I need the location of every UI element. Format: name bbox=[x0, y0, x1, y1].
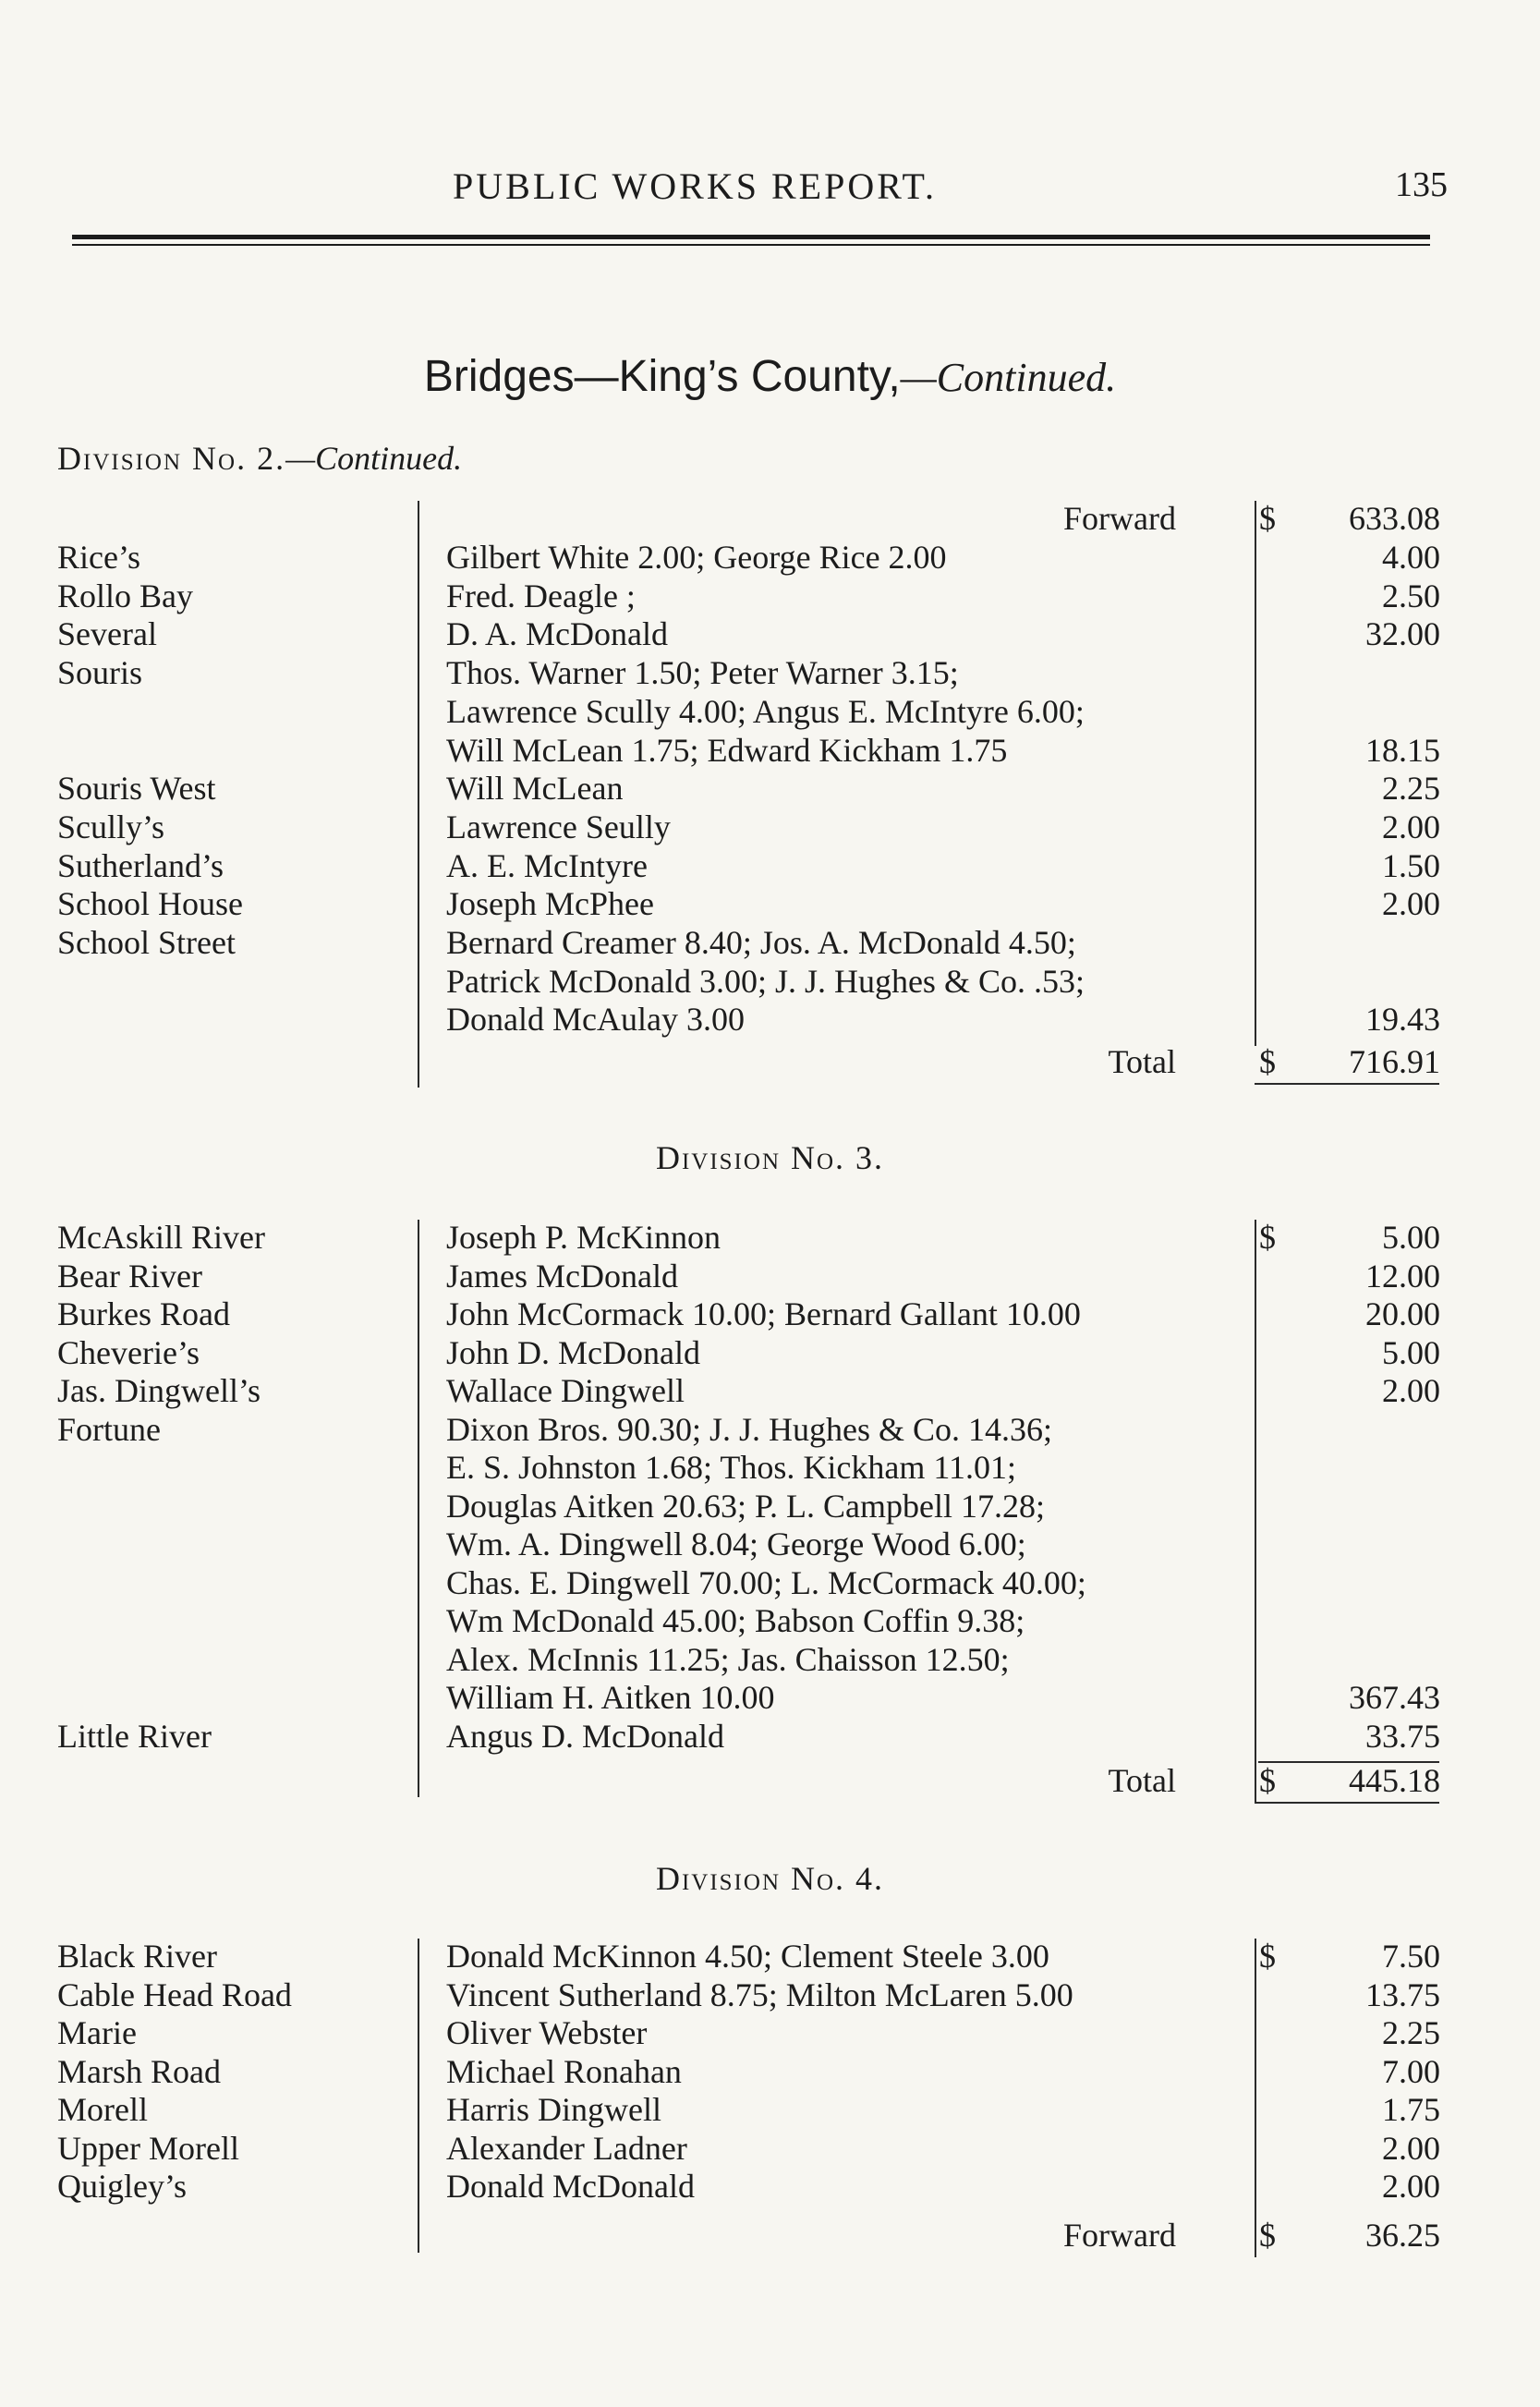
ledger-row bbox=[0, 1000, 1540, 1039]
amount-value: 5.00 bbox=[1382, 1219, 1440, 1256]
payee-text: Bernard Creamer 8.40; Jos. A. McDonald 4.50; bbox=[446, 924, 1076, 961]
amount-value: 2.00 bbox=[1382, 1372, 1440, 1409]
amount-value: 1.75 bbox=[1382, 2091, 1440, 2128]
amount-value: 2.00 bbox=[1382, 808, 1440, 845]
ledger-row bbox=[0, 962, 1540, 1001]
forward-label: Forward bbox=[1063, 500, 1176, 537]
amount-value: 2.00 bbox=[1382, 2168, 1440, 2205]
payee-text: James McDonald bbox=[446, 1257, 678, 1295]
amount-value: 2.00 bbox=[1382, 885, 1440, 923]
ledger-row bbox=[0, 1975, 1540, 2014]
ledger-row bbox=[0, 884, 1540, 923]
amount-value: 12.00 bbox=[1365, 1257, 1440, 1295]
division-3-title: Division No. 3. bbox=[655, 1139, 885, 1176]
amount-value: 5.00 bbox=[1382, 1333, 1440, 1371]
section-heading-main: Bridges—King’s County, bbox=[423, 352, 901, 401]
ledger-row bbox=[0, 769, 1540, 808]
total-label: Total bbox=[1108, 1762, 1176, 1799]
payee-text: Joseph McPhee bbox=[446, 885, 654, 923]
place-name: School House bbox=[57, 885, 243, 923]
ledger-row bbox=[0, 1333, 1540, 1372]
ledger-row bbox=[0, 2167, 1540, 2206]
ledger-row bbox=[0, 1601, 1540, 1640]
division-2-label bbox=[57, 439, 462, 478]
dollar-sign: $ bbox=[1259, 1043, 1276, 1080]
place-name: Burkes Road bbox=[57, 1295, 230, 1332]
ledger-row bbox=[0, 614, 1540, 653]
payee-text: A. E. McIntyre bbox=[446, 846, 648, 884]
payee-text: Angus D. McDonald bbox=[446, 1717, 724, 1755]
place-name: McAskill River bbox=[57, 1219, 265, 1256]
place-name: Bear River bbox=[57, 1257, 202, 1295]
place-name: Sutherland’s bbox=[57, 846, 224, 884]
place-name: Fortune bbox=[57, 1410, 161, 1448]
payee-text: Vincent Sutherland 8.75; Milton McLaren 5.00 bbox=[446, 1975, 1073, 2013]
amount-value: 367.43 bbox=[1349, 1679, 1440, 1716]
division-2-continued: —Continued. bbox=[285, 440, 463, 477]
header-rule-thick bbox=[72, 235, 1430, 239]
payee-text: Michael Ronahan bbox=[446, 2052, 682, 2090]
total-underline bbox=[1255, 1802, 1439, 1804]
payee-text: Harris Dingwell bbox=[446, 2091, 661, 2128]
payee-text: John McCormack 10.00; Bernard Gallant 10.00 bbox=[446, 1295, 1081, 1332]
place-name: Souris West bbox=[57, 770, 216, 808]
page-number: 135 bbox=[1395, 165, 1448, 204]
payee-text: Lawrence Scully 4.00; Angus E. McIntyre 6.00; bbox=[446, 692, 1085, 730]
place-name: Morell bbox=[57, 2091, 148, 2128]
ledger-row bbox=[0, 2090, 1540, 2129]
payee-text: Donald McAulay 3.00 bbox=[446, 1001, 745, 1039]
amount-value: 19.43 bbox=[1365, 1001, 1440, 1039]
division-2-table bbox=[0, 499, 1540, 1100]
total-underline bbox=[1255, 1083, 1439, 1085]
payee-text: Dixon Bros. 90.30; J. J. Hughes & Co. 14.36; bbox=[446, 1410, 1053, 1448]
place-name: Several bbox=[57, 615, 157, 653]
amount-value: 20.00 bbox=[1365, 1295, 1440, 1332]
ledger-row bbox=[0, 1487, 1540, 1526]
forward-row bbox=[0, 499, 1540, 538]
ledger-row bbox=[0, 1563, 1540, 1602]
payee-text: Donald McKinnon 4.50; Clement Steele 3.00 bbox=[446, 1938, 1049, 1975]
division-4-table bbox=[0, 1937, 1540, 2269]
ledger-row bbox=[0, 1678, 1540, 1717]
place-name: Cable Head Road bbox=[57, 1975, 292, 2013]
total-row bbox=[0, 1761, 1540, 1800]
payee-text: Will McLean bbox=[446, 770, 624, 808]
place-name: Little River bbox=[57, 1717, 212, 1755]
ledger-row bbox=[0, 808, 1540, 846]
division-4-title: Division No. 4. bbox=[655, 1860, 885, 1897]
payee-text: Lawrence Seully bbox=[446, 808, 671, 845]
dollar-sign: $ bbox=[1259, 1762, 1276, 1799]
ledger-row bbox=[0, 2129, 1540, 2168]
amount-value: 2.25 bbox=[1382, 2014, 1440, 2051]
payee-text: E. S. Johnston 1.68; Thos. Kickham 11.01; bbox=[446, 1449, 1017, 1486]
payee-text: Thos. Warner 1.50; Peter Warner 3.15; bbox=[446, 654, 959, 692]
division-3-label bbox=[0, 1138, 1540, 1177]
dollar-sign: $ bbox=[1259, 2217, 1276, 2254]
forward-label: Forward bbox=[1063, 2217, 1176, 2254]
payee-text: Will McLean 1.75; Edward Kickham 1.75 bbox=[446, 731, 1008, 769]
place-name: Rice’s bbox=[57, 539, 140, 576]
ledger-row bbox=[0, 1410, 1540, 1449]
payee-text: Wm. A. Dingwell 8.04; George Wood 6.00; bbox=[446, 1526, 1026, 1562]
forward-row bbox=[0, 2216, 1540, 2255]
forward-amount: 633.08 bbox=[1349, 500, 1440, 537]
amount-value: 2.25 bbox=[1382, 770, 1440, 808]
payee-text: Patrick McDonald 3.00; J. J. Hughes & Co. .53; bbox=[446, 962, 1085, 1000]
ledger-row bbox=[0, 2052, 1540, 2091]
place-name: Marie bbox=[57, 2014, 137, 2051]
division-2-title: Division No. 2. bbox=[57, 440, 286, 477]
payee-text: Fred. Deagle ; bbox=[446, 577, 636, 614]
ledger-row bbox=[0, 1218, 1540, 1257]
total-label: Total bbox=[1108, 1043, 1176, 1080]
place-name: Black River bbox=[57, 1938, 217, 1975]
payee-text: Oliver Webster bbox=[446, 2014, 648, 2051]
total-amount: 445.18 bbox=[1349, 1762, 1440, 1799]
amount-value: 33.75 bbox=[1365, 1717, 1440, 1755]
payee-text: Donald McDonald bbox=[446, 2168, 695, 2205]
division-4-label bbox=[0, 1859, 1540, 1898]
ledger-row bbox=[0, 1371, 1540, 1410]
section-heading bbox=[0, 351, 1540, 402]
payee-text: Alexander Ladner bbox=[446, 2129, 687, 2167]
payee-text: D. A. McDonald bbox=[446, 615, 668, 653]
dollar-sign: $ bbox=[1259, 500, 1276, 537]
header-rule-thin bbox=[72, 244, 1430, 246]
ledger-row bbox=[0, 1448, 1540, 1487]
ledger-row bbox=[0, 1937, 1540, 1975]
place-name: Souris bbox=[57, 654, 143, 692]
ledger-row bbox=[0, 577, 1540, 615]
dollar-sign: $ bbox=[1259, 1938, 1276, 1975]
total-amount: 716.91 bbox=[1349, 1043, 1440, 1080]
ledger-row bbox=[0, 846, 1540, 885]
amount-value: 2.50 bbox=[1382, 577, 1440, 614]
payee-text: John D. McDonald bbox=[446, 1333, 700, 1371]
amount-value: 7.00 bbox=[1382, 2052, 1440, 2090]
ledger-row bbox=[0, 692, 1540, 731]
place-name: Rollo Bay bbox=[57, 577, 194, 614]
amount-value: 2.00 bbox=[1382, 2129, 1440, 2167]
amount-value: 18.15 bbox=[1365, 731, 1440, 769]
ledger-row bbox=[0, 1525, 1540, 1563]
place-name: Cheverie’s bbox=[57, 1333, 200, 1371]
payee-text: Wm McDonald 45.00; Babson Coffin 9.38; bbox=[446, 1602, 1025, 1639]
place-name: School Street bbox=[57, 924, 236, 961]
payee-text: Joseph P. McKinnon bbox=[446, 1219, 721, 1256]
payee-text: Douglas Aitken 20.63; P. L. Campbell 17.28; bbox=[446, 1487, 1045, 1525]
division-3-table bbox=[0, 1218, 1540, 1818]
payee-text: Wallace Dingwell bbox=[446, 1372, 685, 1409]
place-name: Upper Morell bbox=[57, 2129, 239, 2167]
forward-amount: 36.25 bbox=[1365, 2217, 1440, 2254]
ledger-row bbox=[0, 1717, 1540, 1756]
amount-value: 13.75 bbox=[1365, 1975, 1440, 2013]
amount-value: 4.00 bbox=[1382, 539, 1440, 576]
ledger-row bbox=[0, 2013, 1540, 2052]
payee-text: Chas. E. Dingwell 70.00; L. McCormack 40.00; bbox=[446, 1563, 1086, 1601]
place-name: Scully’s bbox=[57, 808, 165, 845]
ledger-row bbox=[0, 1295, 1540, 1333]
total-row bbox=[0, 1042, 1540, 1081]
amount-value: 1.50 bbox=[1382, 846, 1440, 884]
ledger-row bbox=[0, 1257, 1540, 1295]
payee-text: William H. Aitken 10.00 bbox=[446, 1679, 775, 1716]
ledger-row bbox=[0, 653, 1540, 692]
dollar-sign: $ bbox=[1259, 1219, 1276, 1256]
place-name: Quigley’s bbox=[57, 2168, 187, 2205]
amount-value: 7.50 bbox=[1382, 1938, 1440, 1975]
amount-value: 32.00 bbox=[1365, 615, 1440, 653]
ledger-row bbox=[0, 1640, 1540, 1679]
section-heading-continued: —Continued. bbox=[900, 355, 1117, 400]
ledger-row bbox=[0, 731, 1540, 770]
ledger-row bbox=[0, 923, 1540, 962]
payee-text: Gilbert White 2.00; George Rice 2.00 bbox=[446, 539, 947, 576]
place-name: Marsh Road bbox=[57, 2052, 221, 2090]
place-name: Jas. Dingwell’s bbox=[57, 1372, 261, 1409]
payee-text: Alex. McInnis 11.25; Jas. Chaisson 12.50; bbox=[446, 1640, 1010, 1678]
ledger-row bbox=[0, 538, 1540, 577]
running-head bbox=[0, 164, 1540, 211]
running-title: PUBLIC WORKS REPORT. bbox=[453, 165, 937, 207]
